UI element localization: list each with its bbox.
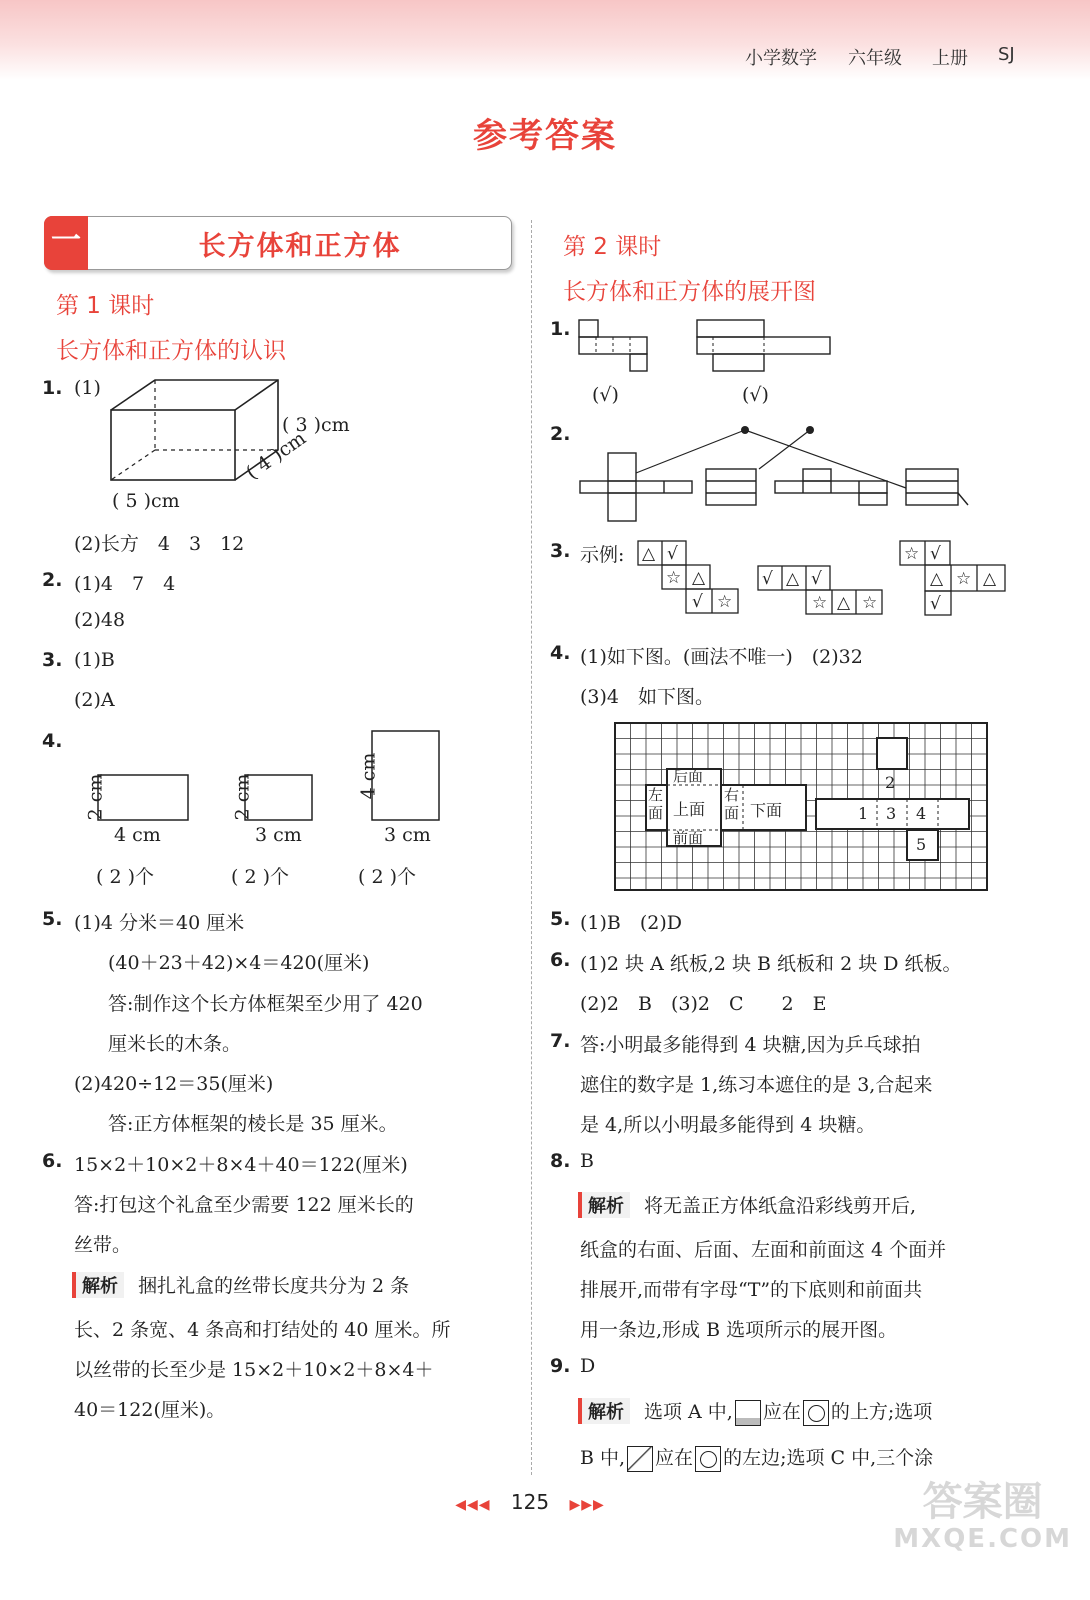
q5-line5: (2)420÷12＝35(厘米) — [74, 1073, 274, 1095]
r-q8-number: 8. — [550, 1150, 571, 1172]
q2-part2: (2)48 — [74, 609, 126, 631]
r-q4-line1: (1)如下图。(画法不唯一) (2)32 — [580, 646, 863, 668]
q4-rect1-width: 4 cm — [114, 824, 161, 846]
r-q5-number: 5. — [550, 908, 571, 930]
square-3: 3 — [886, 804, 897, 823]
q5-line2: (40＋23＋42)×4＝420(厘米) — [108, 952, 370, 974]
analysis-tag: 解析 — [578, 1192, 630, 1218]
grid-diagram — [0, 0, 1, 1]
svg-text:√: √ — [930, 544, 941, 564]
r-q7-line2: 遮住的数字是 1,练习本遮住的是 3,合起来 — [580, 1074, 933, 1096]
q6-analysis-line3: 以丝带的长至少是 15×2＋10×2＋8×4＋ — [74, 1359, 434, 1381]
svg-text:△: △ — [786, 569, 800, 589]
shaded-square-icon — [735, 1400, 761, 1426]
svg-text:△: △ — [930, 569, 944, 589]
q6-line1: 15×2＋10×2＋8×4＋40＝122(厘米) — [74, 1154, 408, 1176]
q4-rect1-height: 2 cm — [84, 773, 107, 821]
r-q3-label: 示例: — [580, 544, 625, 566]
next-arrows-icon: ▶▶▶ — [569, 1497, 605, 1513]
q1-part2: (2)长方 4 3 12 — [74, 533, 245, 555]
r-q8-analysis-line3: 排展开,而带有字母“T”的下底则和前面共 — [580, 1279, 923, 1301]
square-2: 2 — [885, 773, 896, 792]
square-1: 1 — [858, 804, 869, 823]
r-q1-number: 1. — [550, 318, 571, 340]
watermark: 答案圈 MXQE.COM — [893, 1479, 1072, 1554]
q5-line4: 厘米长的木条。 — [108, 1033, 242, 1055]
q4-rect3-height: 4 cm — [357, 752, 380, 800]
face-bottom: 下面 — [750, 801, 783, 820]
q4-rect2-height: 2 cm — [231, 773, 254, 821]
r-q1-answer-a: (√) — [592, 384, 619, 406]
q1-part1-label: (1) — [74, 377, 101, 399]
prev-arrows-icon: ◀◀◀ — [455, 1497, 491, 1513]
q5-line3: 答:制作这个长方体框架至少用了 420 — [108, 993, 423, 1015]
lesson-1-label: 第 1 课时 — [56, 293, 155, 319]
lesson-2-title: 长方体和正方体的展开图 — [563, 279, 816, 305]
r-q4-number: 4. — [550, 642, 571, 664]
circle-square-icon — [695, 1446, 721, 1472]
q6-line3: 丝带。 — [74, 1234, 132, 1256]
q3-number: 3. — [42, 649, 63, 671]
q4-number: 4. — [42, 730, 63, 752]
svg-text:☆: ☆ — [904, 544, 920, 564]
svg-text:☆: ☆ — [666, 568, 682, 588]
q4-rect3-count: ( 2 )个 — [358, 866, 416, 888]
face-right: 右面 — [724, 786, 740, 822]
r-q4-line2: (3)4 如下图。 — [580, 686, 715, 708]
svg-text:√: √ — [692, 592, 703, 612]
header-band — [0, 0, 1090, 80]
analysis-tag: 解析 — [72, 1272, 124, 1298]
q5-line1: (1)4 分米＝40 厘米 — [74, 912, 245, 934]
svg-text:△: △ — [837, 593, 851, 613]
q6-line2: 答:打包这个礼盒至少需要 122 厘米长的 — [74, 1194, 414, 1216]
hatched-square-icon — [627, 1446, 653, 1472]
lesson-1-title: 长方体和正方体的认识 — [56, 338, 286, 364]
r-q9: D — [580, 1355, 596, 1377]
svg-text:☆: ☆ — [812, 593, 828, 613]
svg-text:☆: ☆ — [717, 592, 733, 612]
q1-length-dim: ( 5 )cm — [112, 490, 180, 512]
header-subject: 小学数学 — [745, 48, 817, 69]
q2-number: 2. — [42, 569, 63, 591]
r-q1-answer-b: (√) — [742, 384, 769, 406]
svg-text:√: √ — [930, 594, 941, 614]
q4-rect3-width: 3 cm — [384, 824, 431, 846]
q6-number: 6. — [42, 1150, 63, 1172]
q4-rect2-width: 3 cm — [255, 824, 302, 846]
r-q7-line3: 是 4,所以小明最多能得到 4 块糖。 — [580, 1114, 876, 1136]
r-q9-number: 9. — [550, 1355, 571, 1377]
q1-width-dim: ( 4 )cm — [242, 427, 311, 485]
analysis-tag: 解析 — [578, 1398, 630, 1424]
q3-part2: (2)A — [74, 689, 115, 711]
circle-square-icon — [803, 1400, 829, 1426]
square-5: 5 — [916, 835, 927, 854]
square-4: 4 — [916, 804, 927, 823]
header-volume: 上册 — [932, 48, 968, 69]
svg-text:√: √ — [762, 569, 773, 589]
r-q6-number: 6. — [550, 949, 571, 971]
svg-text:√: √ — [667, 544, 678, 564]
column-divider — [531, 220, 532, 1475]
svg-text:√: √ — [811, 569, 822, 589]
q5-number: 5. — [42, 908, 63, 930]
q5-line6: 答:正方体框架的棱长是 35 厘米。 — [108, 1113, 398, 1135]
q4-rect2-count: ( 2 )个 — [231, 866, 289, 888]
svg-text:△: △ — [692, 568, 706, 588]
r-q8-analysis-line2: 纸盒的右面、后面、左面和前面这 4 个面并 — [580, 1239, 947, 1261]
unit-number: 一 — [44, 216, 88, 270]
svg-text:☆: ☆ — [862, 593, 878, 613]
unit-title: 长方体和正方体 — [198, 231, 402, 262]
q6-analysis-line2: 长、2 条宽、4 条高和打结处的 40 厘米。所 — [74, 1319, 451, 1341]
r-q5: (1)B (2)D — [580, 912, 683, 934]
svg-text:☆: ☆ — [956, 569, 972, 589]
face-left: 左面 — [648, 786, 664, 822]
header-grade: 六年级 — [848, 48, 902, 69]
header-edition: SJ — [998, 44, 1015, 65]
page-number: 125 — [510, 1490, 550, 1514]
r-q8-analysis-line4: 用一条边,形成 B 选项所示的展开图。 — [580, 1319, 898, 1341]
face-top: 上面 — [673, 800, 706, 819]
q3-part1: (1)B — [74, 649, 115, 671]
lesson-2-label: 第 2 课时 — [563, 234, 662, 260]
r-q2-number: 2. — [550, 423, 571, 445]
r-q3-number: 3. — [550, 540, 571, 562]
q6-analysis-line1: 解析 捆扎礼盒的丝带长度共分为 2 条 — [72, 1271, 409, 1298]
q2-part1: (1)4 7 4 — [74, 573, 176, 595]
q1-number: 1. — [42, 377, 63, 399]
page-title: 参考答案 — [473, 116, 617, 156]
q6-analysis-line4: 40＝122(厘米)。 — [74, 1399, 226, 1421]
r-q7-number: 7. — [550, 1030, 571, 1052]
q1-height-dim: ( 3 )cm — [282, 414, 350, 436]
r-q9-analysis-line2: B 中, 应在 的左边;选项 C 中,三个涂 — [580, 1443, 933, 1472]
face-front: 前面 — [673, 829, 704, 847]
svg-text:△: △ — [983, 569, 997, 589]
r-q8: B — [580, 1150, 594, 1172]
r-q9-analysis-line1: 解析 选项 A 中, 应在 的上方;选项 — [578, 1397, 932, 1426]
q4-rect1-count: ( 2 )个 — [96, 866, 154, 888]
r-q6-line2: (2)2 B (3)2 C 2 E — [580, 993, 827, 1015]
face-back: 后面 — [673, 767, 704, 785]
r-q7-line1: 答:小明最多能得到 4 块糖,因为乒乓球拍 — [580, 1034, 921, 1056]
svg-text:△: △ — [642, 544, 656, 564]
r-q8-analysis-line1: 解析 将无盖正方体纸盒沿彩线剪开后, — [578, 1191, 916, 1218]
r-q6-line1: (1)2 块 A 纸板,2 块 B 纸板和 2 块 D 纸板。 — [580, 953, 962, 975]
